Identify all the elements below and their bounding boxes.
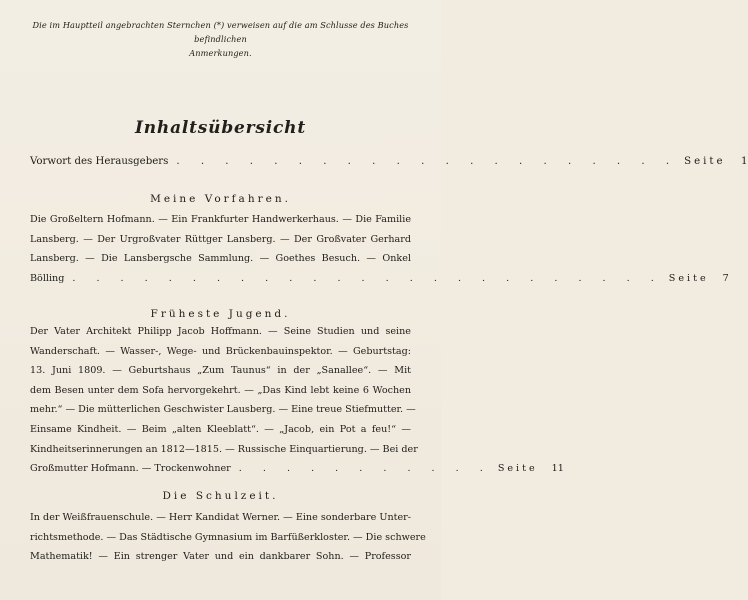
body-line: 13. Juni 1809. — Geburtshaus „Zum Taunus“ in der „Sanallee“. — Mit	[30, 365, 411, 377]
section-title-vorfahren: Meine Vorfahren.	[150, 193, 291, 205]
footnote-line-1: Die im Hauptteil angebrachten Sternchen (*) verweisen auf die am Schlusse des Buches befindlichen	[32, 20, 409, 44]
body-line: Der Vater Architekt Philipp Jacob Hoffmann. — Seine Studien und seine	[30, 326, 411, 337]
body-line: In der Weißfrauenschule. — Herr Kandidat Werner. — Eine sonderbare Unter-	[30, 512, 411, 523]
toc-title: Inhaltsübersicht	[135, 118, 306, 138]
toc-entry-label: Vorwort des Herausgebers	[30, 156, 169, 167]
toc-dot-leader: . . . . . . . . . . .	[238, 463, 492, 475]
toc-dot-leader: . . . . . . . . . . . . . . . . . . . . .	[176, 156, 679, 167]
body-line-with-page	[30, 269, 729, 289]
section-body-vorfahren	[30, 210, 729, 288]
body-line-text: Großmutter Hofmann. — Trockenwohner	[30, 463, 231, 475]
section-title-jugend: Früheste Jugend.	[150, 308, 291, 320]
body-line: Kindheitserinnerungen an 1812—1815. — Russische Einquartierung. — Bei der	[30, 443, 418, 455]
body-line: richtsmethode. — Das Städtische Gymnasium im Barfüßerkloster. — Die schwere	[30, 531, 426, 543]
page-word: Seite	[668, 272, 709, 284]
section-title-schulzeit: Die Schulzeit.	[162, 490, 279, 502]
body-line: Wanderschaft. — Wasser-, Wege- und Brückenbauinspektor. — Geburtstag:	[30, 345, 411, 357]
body-line: Einsame Kindheit. — Beim „alten Kleeblatt“. — „Jacob, ein Pot a feu!“ —	[30, 423, 411, 435]
page-number: 7	[722, 272, 729, 284]
body-line: Lansberg. — Die Lansbergsche Sammlung. — Goethes Besuch. — Onkel	[30, 253, 411, 265]
toc-dot-leader: . . . . . . . . . . . . . . . . . . . . . . . . .	[72, 272, 663, 284]
section-body-schulzeit	[30, 508, 426, 567]
body-line: mehr.“ — Die mütterlichen Geschwister Lausberg. — Eine treue Stiefmutter. —	[30, 404, 416, 416]
section-body-jugend	[30, 322, 564, 479]
page-number: 11	[551, 463, 564, 475]
body-line: Lansberg. — Der Urgroßvater Rüttger Lansberg. — Der Großvater Gerhard	[30, 233, 411, 245]
page-word: Seite	[684, 156, 726, 167]
page-word: Seite	[497, 463, 538, 475]
body-line-with-page	[30, 459, 564, 479]
toc-entry-preface	[30, 152, 748, 172]
body-line: Die Großeltern Hofmann. — Ein Frankfurter Handwerkerhaus. — Die Familie	[30, 214, 411, 225]
footnote-line-2: Anmerkungen.	[189, 48, 252, 58]
body-line: dem Besen unter dem Sofa hervorgekehrt. — „Das Kind lebt keine 6 Wochen	[30, 384, 411, 396]
page-number: 1	[741, 156, 748, 167]
body-line-text: Bölling	[30, 272, 65, 284]
body-line: Mathematik! — Ein strenger Vater und ein dankbarer Sohn. — Professor	[30, 551, 411, 563]
footnote-remark	[30, 18, 411, 60]
